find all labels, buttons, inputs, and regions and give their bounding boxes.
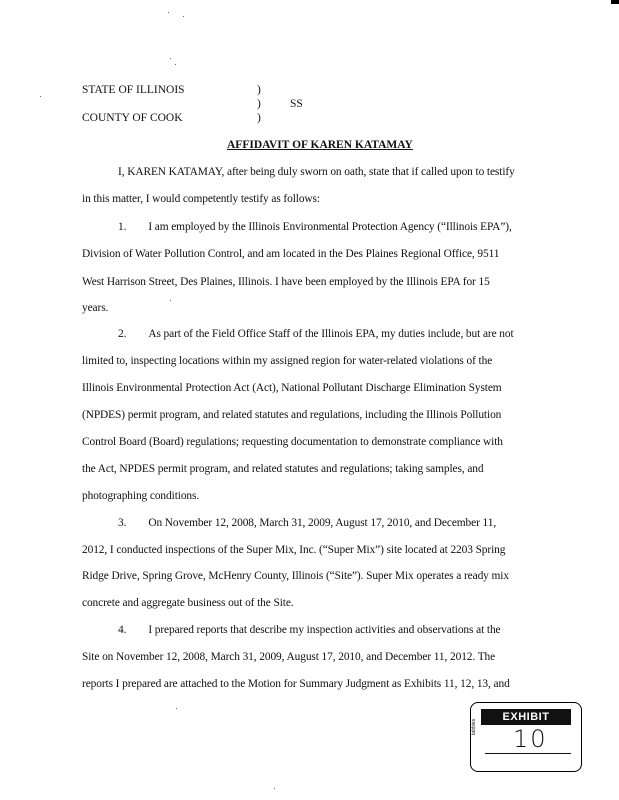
scan-speck xyxy=(168,12,169,13)
caption-ss: SS xyxy=(290,98,303,110)
scan-speck xyxy=(40,96,41,97)
exhibit-side-text: tabbies xyxy=(471,718,477,735)
scan-speck xyxy=(170,300,171,301)
caption-county: COUNTY OF COOK xyxy=(82,112,183,124)
body-line: 3. On November 12, 2008, March 31, 2009, August 17, 2010, and December 11, xyxy=(118,517,497,529)
scan-speck xyxy=(183,16,184,17)
body-line: photographing conditions. xyxy=(82,490,200,502)
body-line: Control Board (Board) regulations; requesting documentation to demonstrate compliance with xyxy=(82,436,503,448)
scan-speck xyxy=(175,64,176,65)
body-line: Division of Water Pollution Control, and am located in the Des Plaines Regional Office, 9511 xyxy=(82,248,500,260)
body-line: limited to, inspecting locations within my assigned region for water-related violations of the xyxy=(82,355,493,367)
document-title: AFFIDAVIT OF KAREN KATAMAY xyxy=(227,139,413,151)
body-line: concrete and aggregate business out of the Site. xyxy=(82,597,294,609)
exhibit-number-underline xyxy=(485,753,571,754)
exhibit-number: 10 xyxy=(513,725,548,753)
exhibit-sticker xyxy=(470,702,582,772)
body-line: 2012, I conducted inspections of the Super Mix, Inc. (“Super Mix”) site located at 2203 Spring xyxy=(82,544,506,556)
body-line: in this matter, I would competently testify as follows: xyxy=(82,193,320,205)
body-line: Site on November 12, 2008, March 31, 2009, August 17, 2010, and December 11, 2012. The xyxy=(82,651,496,663)
body-line: Illinois Environmental Protection Act (Act), National Pollutant Discharge Elimination System xyxy=(82,382,502,394)
exhibit-label: EXHIBIT xyxy=(481,709,571,725)
body-line: the Act, NPDES permit program, and related statutes and regulations; taking samples, and xyxy=(82,463,484,475)
body-line: Ridge Drive, Spring Grove, McHenry County, Illinois (“Site”). Super Mix operates a ready mix xyxy=(82,570,509,582)
body-line: 4. I prepared reports that describe my inspection activities and observations at the xyxy=(118,624,501,636)
body-line: (NPDES) permit program, and related statutes and regulations, including the Illinois Pollution xyxy=(82,409,502,421)
body-line: 2. As part of the Field Office Staff of the Illinois EPA, my duties include, but are not xyxy=(118,328,514,340)
scan-corner-mark xyxy=(611,0,619,4)
body-line: I, KAREN KATAMAY, after being duly sworn on oath, state that if called upon to testify xyxy=(118,166,515,178)
caption-paren-top: ) xyxy=(257,84,261,96)
caption-paren-bottom: ) xyxy=(257,112,261,124)
caption-state: STATE OF ILLINOIS xyxy=(82,84,185,96)
body-line: 1. I am employed by the Illinois Environmental Protection Agency (“Illinois EPA”), xyxy=(118,221,512,233)
body-line: reports I prepared are attached to the Motion for Summary Judgment as Exhibits 11, 12, 13, and xyxy=(82,678,510,690)
scan-speck xyxy=(274,788,275,789)
body-line: years. xyxy=(82,302,109,314)
scan-speck xyxy=(170,58,171,59)
caption-paren-mid: ) xyxy=(257,98,261,110)
body-line: West Harrison Street, Des Plaines, Illinois. I have been employed by the Illinois EPA for 15 xyxy=(82,276,490,288)
scan-speck xyxy=(176,708,177,709)
